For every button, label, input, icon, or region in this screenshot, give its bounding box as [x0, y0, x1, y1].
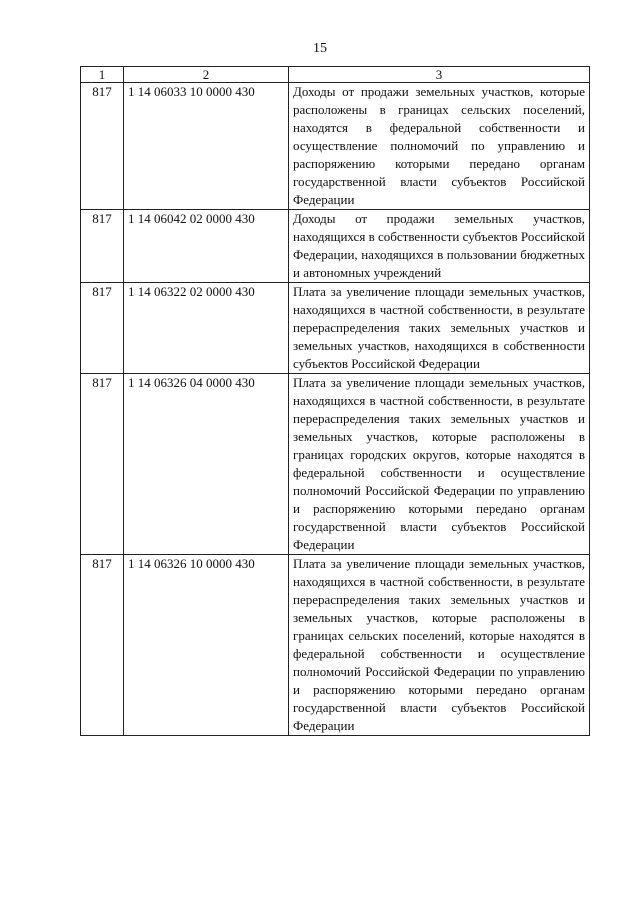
kbk-code-cell: 1 14 06042 02 0000 430 — [124, 210, 289, 283]
table-row — [81, 374, 590, 555]
kbk-code-cell: 1 14 06322 02 0000 430 — [124, 283, 289, 374]
description-cell: Плата за увеличение площади земельных участков, находящихся в частной собственности, в результате перераспределения таких земельных участков и земельных участков, находящихся в собственности субъектов Российской Федерации — [289, 283, 590, 374]
table-header-row — [81, 67, 590, 83]
kbk-code-cell: 1 14 06033 10 0000 430 — [124, 83, 289, 210]
table-row — [81, 283, 590, 374]
column-header-2: 2 — [124, 67, 289, 83]
column-header-1: 1 — [81, 67, 124, 83]
table-row — [81, 555, 590, 736]
table-row — [81, 83, 590, 210]
table-row — [81, 210, 590, 283]
admin-code-cell: 817 — [81, 374, 124, 555]
admin-code-cell: 817 — [81, 83, 124, 210]
description-cell: Доходы от продажи земельных участков, находящихся в собственности субъектов Российской Федерации, находящихся в пользовании бюджетных и автономных учреждений — [289, 210, 590, 283]
admin-code-cell: 817 — [81, 210, 124, 283]
admin-code-cell: 817 — [81, 555, 124, 736]
page-number: 15 — [313, 41, 327, 56]
revenue-codes-table — [80, 66, 590, 736]
description-cell: Плата за увеличение площади земельных участков, находящихся в частной собственности, в результате перераспределения таких земельных участков и земельных участков, которые расположены в границах сельских поселений, которые находятся в федеральной собственности и осуществление полномочий Российской Федерации по управлению и распоряжению которыми передано органам государственной власти субъектов Российской Федерации — [289, 555, 590, 736]
description-cell: Доходы от продажи земельных участков, которые расположены в границах сельских поселений, находятся в федеральной собственности и осуществление полномочий по управлению и распоряжению которыми передано органам государственной власти субъектов Российской Федерации — [289, 83, 590, 210]
kbk-code-cell: 1 14 06326 10 0000 430 — [124, 555, 289, 736]
column-header-3: 3 — [289, 67, 590, 83]
admin-code-cell: 817 — [81, 283, 124, 374]
kbk-code-cell: 1 14 06326 04 0000 430 — [124, 374, 289, 555]
description-cell: Плата за увеличение площади земельных участков, находящихся в частной собственности, в результате перераспределения таких земельных участков и земельных участков, которые расположены в границах городских округов, которые находятся в федеральной собственности и осуществление полномочий Российской Федерации по управлению и распоряжению которыми передано органам государственной власти субъектов Российской Федерации — [289, 374, 590, 555]
